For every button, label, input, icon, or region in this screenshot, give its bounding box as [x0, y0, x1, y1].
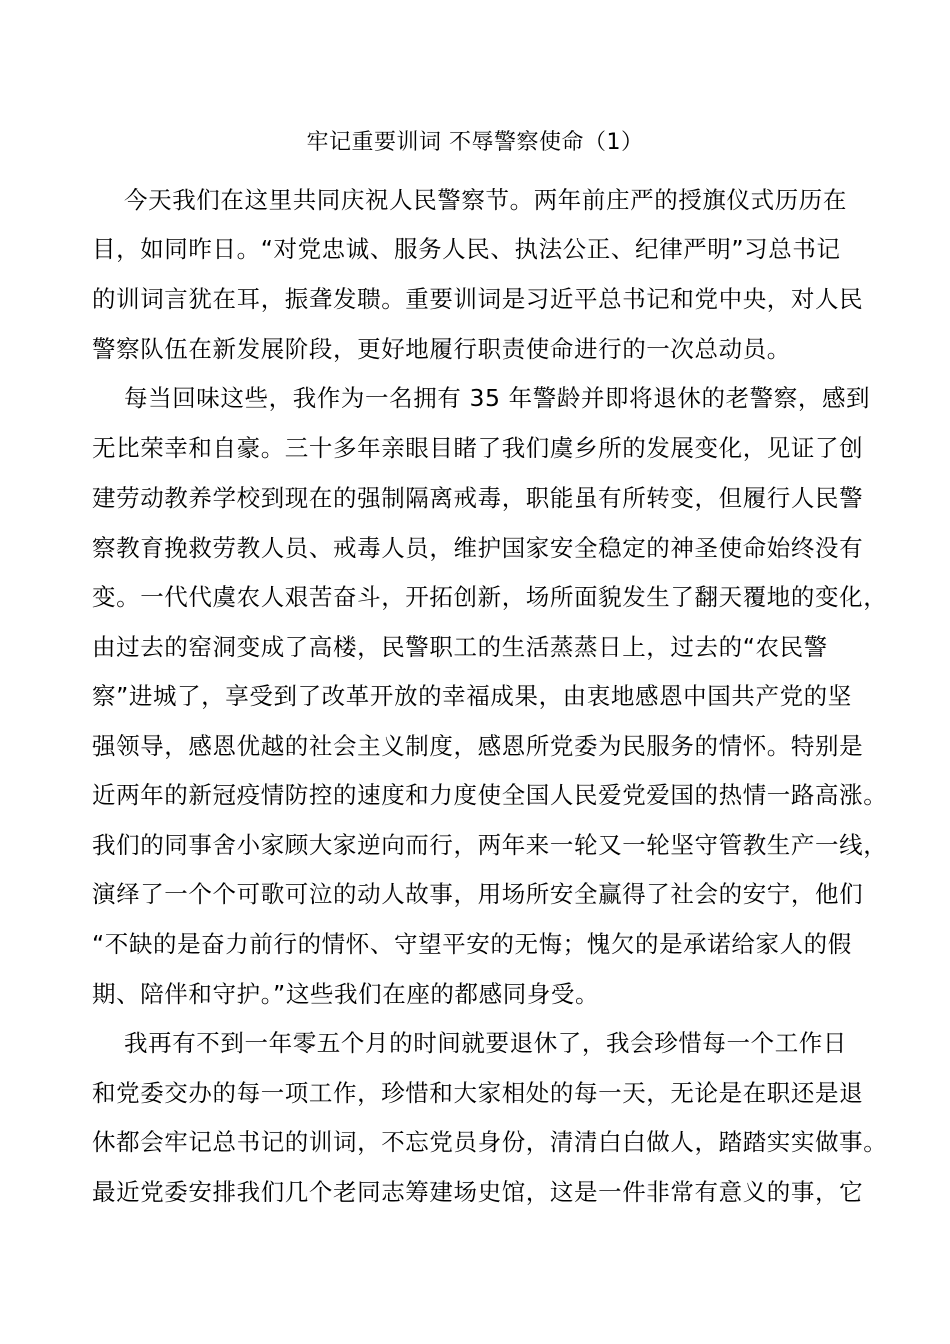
- paragraph-2-line-3: 建劳动教养学校到现在的强制隔离戒毒，职能虽有所转变，但履行人民警: [92, 484, 864, 512]
- paragraph-2-line-6: 由过去的窑洞变成了高楼，民警职工的生活蒸蒸日上，过去的“农民警: [92, 633, 828, 661]
- paragraph-3-line-4: 最近党委安排我们几个老同志筹建场史馆，这是一件非常有意义的事，它: [92, 1178, 864, 1206]
- paragraph-2-line-12: “不缺的是奋力前行的情怀、守望平安的无悔；愧欠的是承诺给家人的假: [92, 930, 852, 958]
- paragraph-1-line-3: 的训词言犹在耳，振聋发聩。重要训词是习近平总书记和党中央，对人民: [92, 285, 864, 313]
- paragraph-2-line-7: 察”进城了，享受到了改革开放的幸福成果，由衷地感恩中国共产党的坚: [92, 682, 852, 710]
- paragraph-2-line-13: 期、陪伴和守护。”这些我们在座的都感同身受。: [92, 980, 600, 1008]
- document-title: 牢记重要训词 不辱警察使命（1）: [306, 130, 644, 155]
- paragraph-2-line-4: 察教育挽救劳教人员、戒毒人员，维护国家安全稳定的神圣使命始终没有: [92, 534, 864, 562]
- paragraph-3-line-1: 我再有不到一年零五个月的时间就要退休了，我会珍惜每一个工作日: [124, 1029, 847, 1057]
- paragraph-2-line-1: 每当回味这些，我作为一名拥有 35 年警龄并即将退休的老警察，感到: [124, 384, 871, 412]
- paragraph-3-line-3: 休都会牢记总书记的训词，不忘党员身份，清清白白做人，踏踏实实做事。: [92, 1128, 888, 1156]
- paragraph-2-line-2: 无比荣幸和自豪。三十多年亲眼目睹了我们虞乡所的发展变化，见证了创: [92, 434, 864, 462]
- paragraph-1-line-4: 警察队伍在新发展阶段，更好地履行职责使命进行的一次总动员。: [92, 335, 791, 363]
- paragraph-1-line-1: 今天我们在这里共同庆祝人民警察节。两年前庄严的授旗仪式历历在: [124, 186, 847, 214]
- paragraph-2-line-8: 强领导，感恩优越的社会主义制度，感恩所党委为民服务的情怀。特别是: [92, 732, 864, 760]
- paragraph-3-line-2: 和党委交办的每一项工作，珍惜和大家相处的每一天，无论是在职还是退: [92, 1079, 864, 1107]
- paragraph-2-line-5: 变。一代代虞农人艰苦奋斗，开拓创新，场所面貌发生了翻天覆地的变化，: [92, 583, 888, 611]
- paragraph-2-line-9: 近两年的新冠疫情防控的速度和力度使全国人民爱党爱国的热情一路高涨。: [92, 781, 888, 809]
- paragraph-1-line-2: 目，如同昨日。“对党忠诚、服务人民、执法公正、纪律严明”习总书记: [92, 235, 841, 263]
- paragraph-2-line-11: 演绎了一个个可歌可泣的动人故事，用场所安全赢得了社会的安宁，他们: [92, 880, 864, 908]
- paragraph-2-line-10: 我们的同事舍小家顾大家逆向而行，两年来一轮又一轮坚守管教生产一线，: [92, 831, 888, 859]
